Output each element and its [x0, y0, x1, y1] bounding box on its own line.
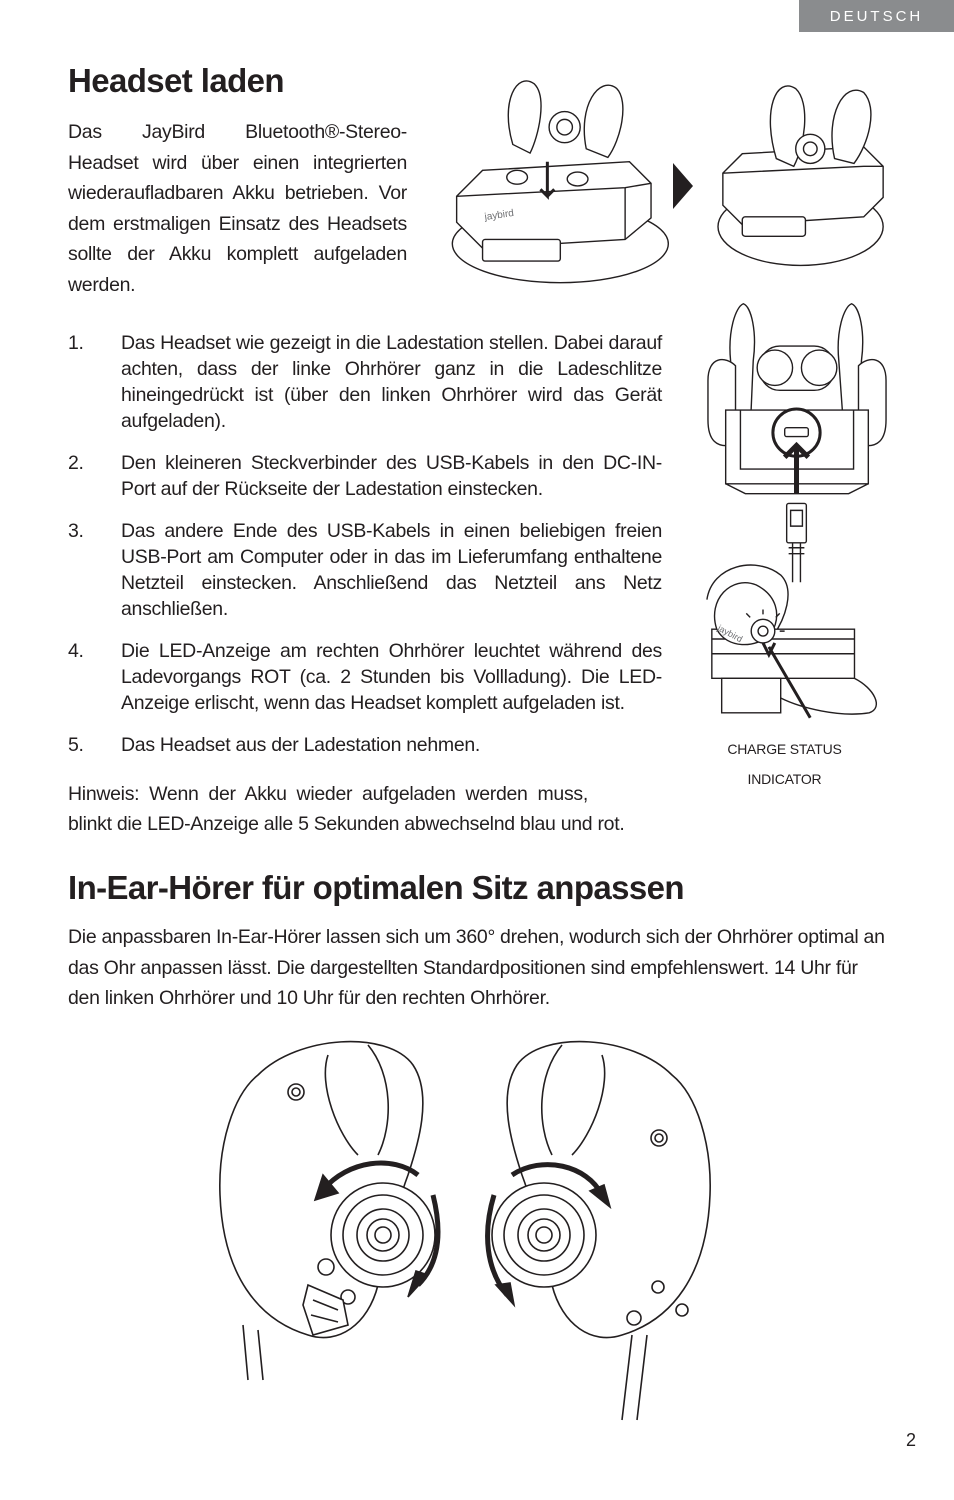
charging-note-line1: Hinweis: Wenn der Akku wieder aufgeladen werden muss,	[68, 783, 588, 805]
step-5-text: Das Headset aus der Ladestation nehmen.	[121, 734, 481, 756]
step-1-text: Das Headset wie gezeigt in die Ladestation stellen. Dabei darauf achten, dass der linke Ohrhörer ganz in die Ladeschlitze hineingedrückt ist (über den linken Ohrhörer wird das Gerät aufgeladen).	[121, 332, 662, 432]
dock-insert-brand	[485, 206, 545, 226]
charging-note-line2: blinkt die LED-Anzeige alle 5 Sekunden abwechselnd blau und rot.	[68, 813, 625, 835]
charge-status-caption-line2: INDICATOR	[747, 771, 822, 787]
dock-seated-illustration	[718, 50, 888, 272]
step-3-text: Das andere Ende des USB-Kabels in einen beliebigen freien USB-Port am Computer oder in das im Lieferumfang enthaltene Netzteil einstecken. Anschließend das Netzteil ans Netz anschließen.	[121, 520, 662, 620]
section-title-charging: Headset laden	[68, 62, 284, 99]
step-5-number: 5.	[68, 734, 84, 756]
step-1-number: 1.	[68, 332, 84, 354]
step-4-text: Die LED-Anzeige am rechten Ohrhörer leuchtet während des Ladevorgangs ROT (ca. 2 Stunden bis Vollladung). Die LED-Anzeige erlischt, wenn das Headset komplett aufgeladen ist.	[121, 640, 662, 714]
step-4	[68, 638, 662, 716]
charging-intro: Das JayBird Bluetooth®-Stereo-Headset wird über einen integrierten wiederaufladbaren Akku betrieben. Vor dem erstmaligen Einsatz des Headsets sollte der Akku komplett aufgeladen werden.	[68, 121, 407, 296]
step-5	[68, 732, 662, 758]
section-title-fit: In-Ear-Hörer für optimalen Sitz anpassen	[68, 869, 684, 906]
step-2-text: Den kleineren Steckverbinder des USB-Kabels in den DC-IN-Port auf der Rückseite der Ladestation einstecken.	[121, 452, 662, 500]
step-2-number: 2.	[68, 452, 84, 474]
language-tab: DEUTSCH	[799, 0, 954, 32]
dock-insert-illustration	[448, 50, 664, 308]
fit-body: Die anpassbaren In-Ear-Hörer lassen sich um 360° drehen, wodurch sich der Ohrhörer optimal an das Ohr anpassen lässt. Die dargestellten Standardpositionen sind empfehlenswert. 14 Uhr für den linken Ohrhörer und 10 Uhr für den rechten Ohrhörer.	[68, 926, 885, 1009]
charging-steps	[68, 330, 662, 758]
step-3	[68, 518, 662, 622]
right-earbud-illustration	[472, 1035, 712, 1435]
dock-insert-brand-text: jaybird	[483, 207, 515, 223]
step-3-number: 3.	[68, 520, 84, 542]
page-number: 2	[905, 1430, 916, 1450]
step-4-number: 4.	[68, 640, 84, 662]
step-1	[68, 330, 662, 434]
usb-port-illustration	[706, 300, 888, 584]
arrow-right-icon	[673, 163, 693, 209]
step-2	[68, 450, 662, 502]
left-earbud-illustration	[218, 1035, 458, 1415]
charge-status-caption-line1: CHARGE STATUS	[727, 741, 842, 757]
indicator-brand-text: jaybird	[716, 622, 745, 645]
indicator-brand	[717, 620, 767, 650]
